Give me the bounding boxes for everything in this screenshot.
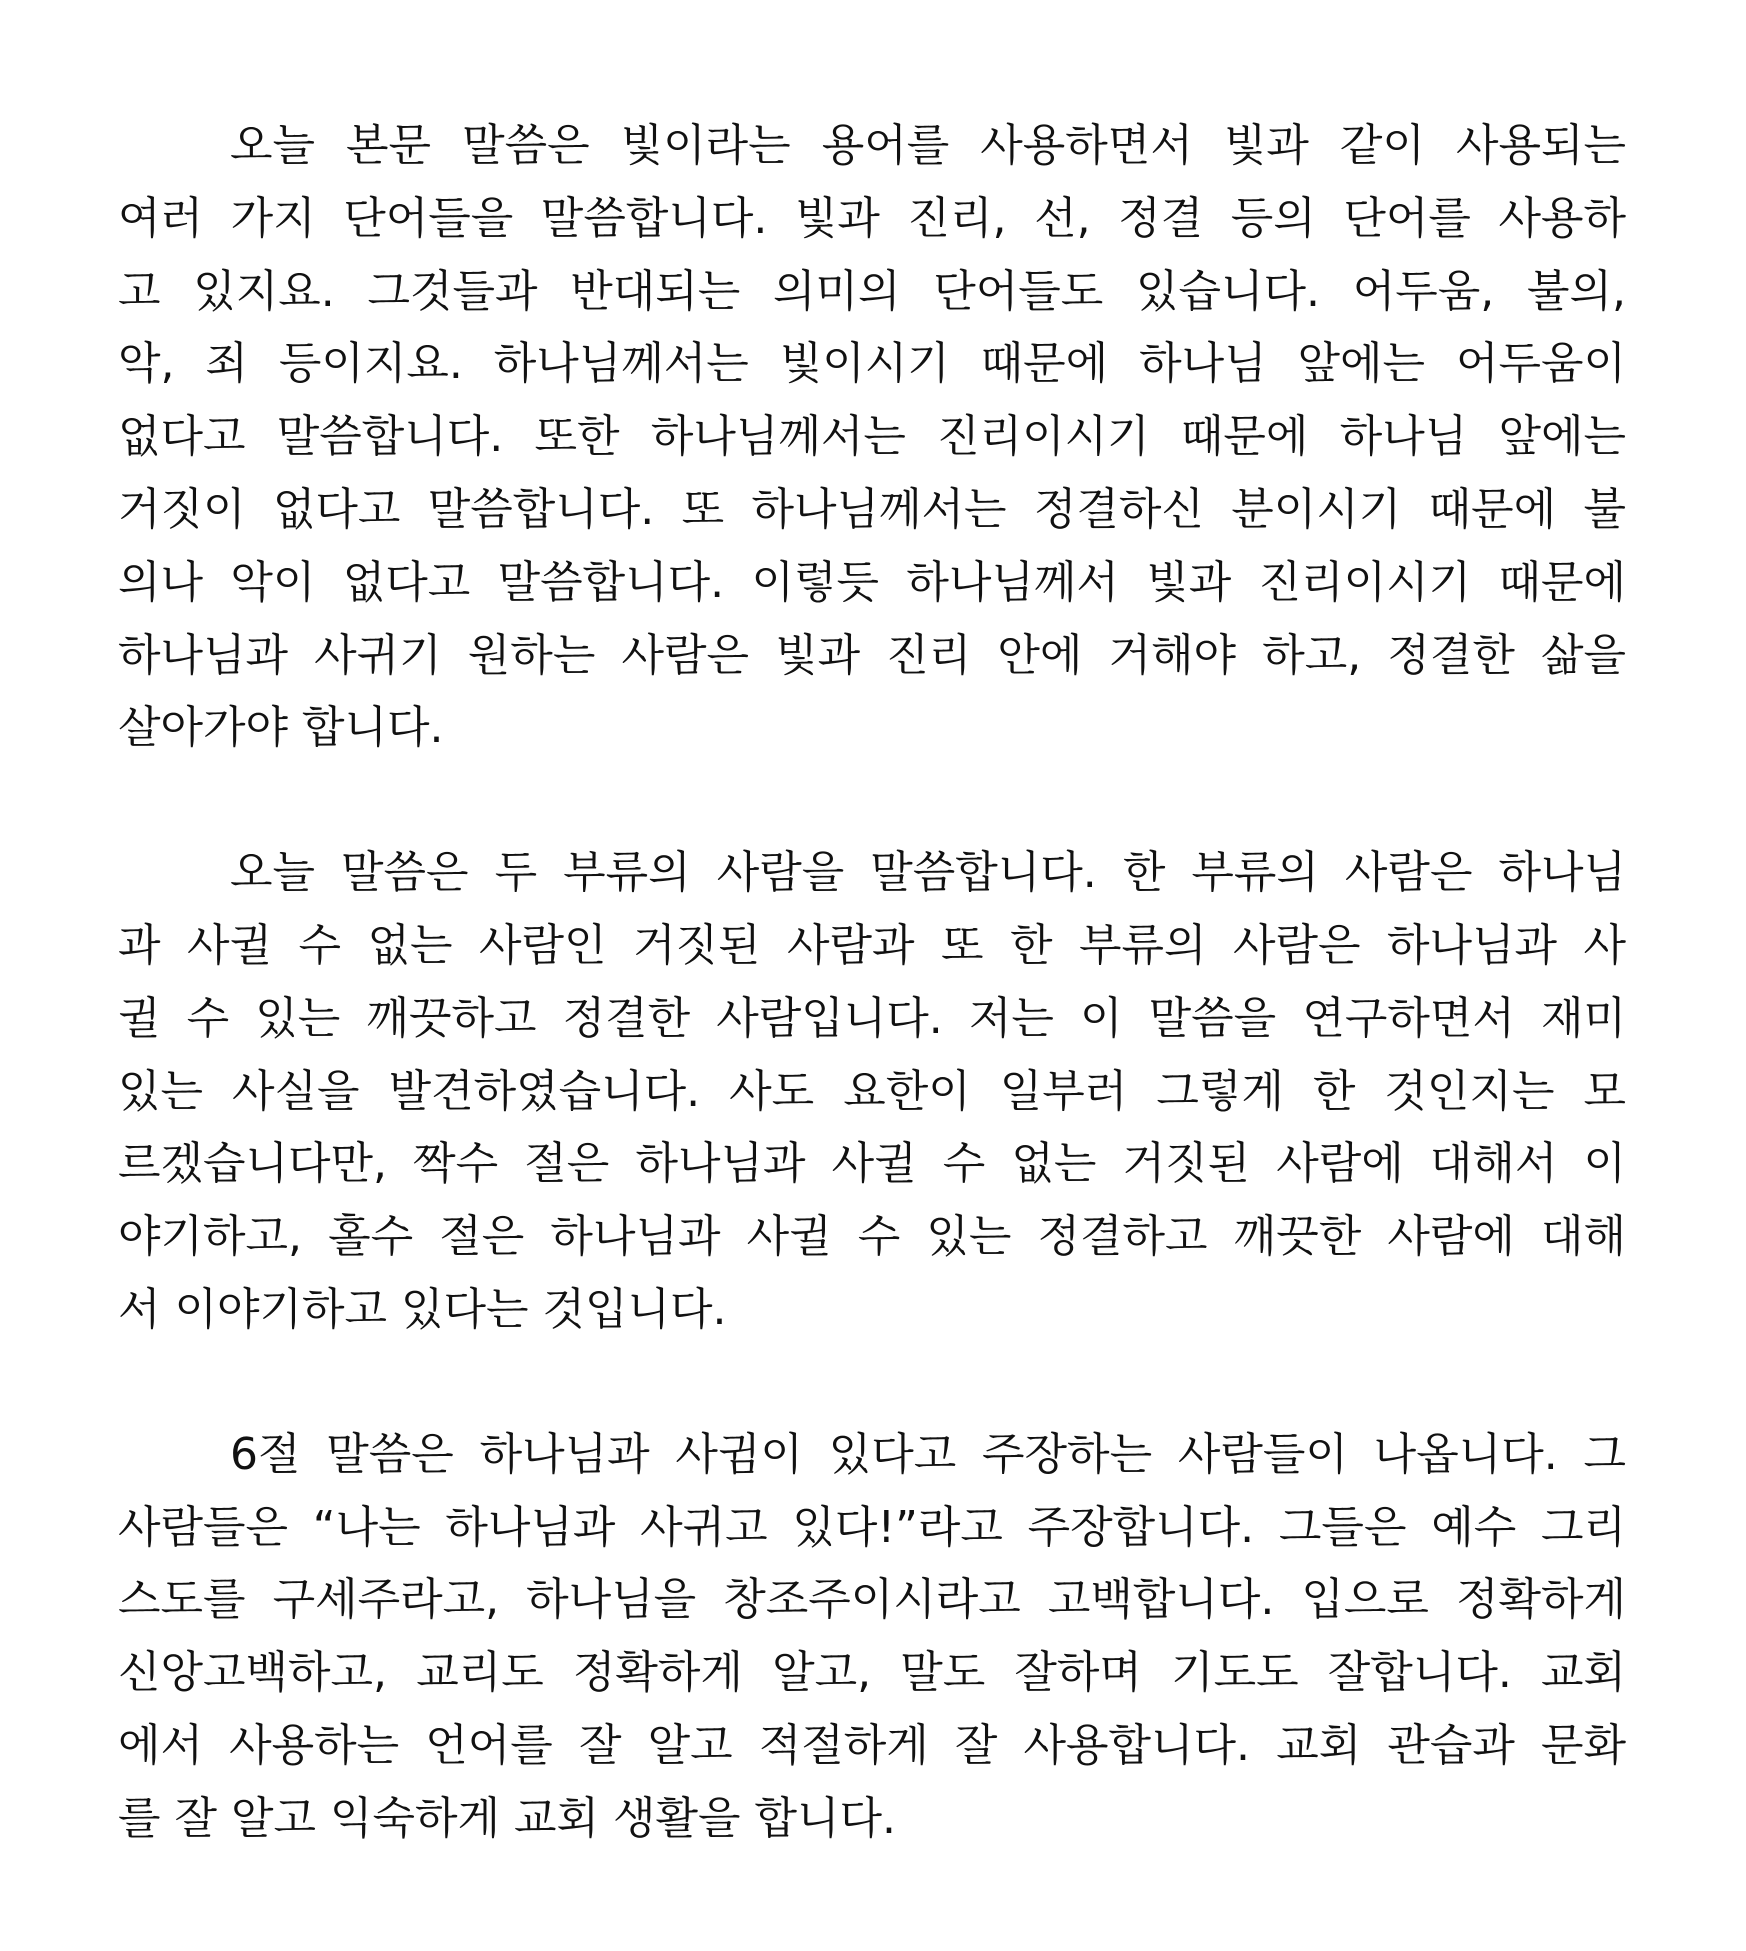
document-body (118, 110, 1626, 1928)
text-line: 의나 악이 없다고 말씀합니다. 이렇듯 하나님께서 빛과 진리이시기 때문에 (118, 556, 1626, 608)
text-line: 하나님과 사귀기 원하는 사람은 빛과 진리 안에 거해야 하고, 정결한 삶을 (118, 629, 1626, 681)
text-line: 6절 말씀은 하나님과 사귐이 있다고 주장하는 사람들이 나옵니다. 그 (230, 1428, 1626, 1480)
text-line: 스도를 구세주라고, 하나님을 창조주이시라고 고백합니다. 입으로 정확하게 (118, 1574, 1626, 1626)
text-line: 살아가야 합니다. (118, 702, 444, 754)
text-line: 있는 사실을 발견하였습니다. 사도 요한이 일부러 그렇게 한 것인지는 모 (118, 1065, 1626, 1117)
text-line: 귈 수 있는 깨끗하고 정결한 사람입니다. 저는 이 말씀을 연구하면서 재미 (118, 992, 1626, 1044)
paragraph-3 (118, 1419, 1626, 1856)
text-line: 오늘 본문 말씀은 빛이라는 용어를 사용하면서 빛과 같이 사용되는 (230, 120, 1626, 171)
text-line: 사람들은 “나는 하나님과 사귀고 있다!”라고 주장합니다. 그들은 예수 그리 (118, 1501, 1626, 1553)
text-line: 서 이야기하고 있다는 것입니다. (118, 1283, 727, 1335)
text-line: 없다고 말씀합니다. 또한 하나님께서는 진리이시기 때문에 하나님 앞에는 (118, 411, 1626, 463)
text-line: 신앙고백하고, 교리도 정확하게 알고, 말도 잘하며 기도도 잘합니다. 교회 (118, 1647, 1626, 1699)
text-line: 거짓이 없다고 말씀합니다. 또 하나님께서는 정결하신 분이시기 때문에 불 (118, 483, 1626, 535)
text-line: 고 있지요. 그것들과 반대되는 의미의 단어들도 있습니다. 어두움, 불의, (118, 265, 1626, 317)
text-line: 과 사귈 수 없는 사람인 거짓된 사람과 또 한 부류의 사람은 하나님과 사 (118, 919, 1626, 971)
text-line: 야기하고, 홀수 절은 하나님과 사귈 수 있는 정결하고 깨끗한 사람에 대해 (118, 1211, 1626, 1263)
paragraph-2 (118, 837, 1626, 1347)
text-line: 를 잘 알고 익숙하게 교회 생활을 합니다. (118, 1792, 896, 1844)
text-line: 여러 가지 단어들을 말씀합니다. 빛과 진리, 선, 정결 등의 단어를 사용하 (118, 192, 1626, 244)
text-line: 르겠습니다만, 짝수 절은 하나님과 사귈 수 없는 거짓된 사람에 대해서 이 (118, 1138, 1626, 1190)
text-line: 악, 죄 등이지요. 하나님께서는 빛이시기 때문에 하나님 앞에는 어두움이 (118, 338, 1626, 390)
paragraph-1 (118, 110, 1626, 765)
text-line: 오늘 말씀은 두 부류의 사람을 말씀합니다. 한 부류의 사람은 하나님 (230, 847, 1626, 899)
text-line: 에서 사용하는 언어를 잘 알고 적절하게 잘 사용합니다. 교회 관습과 문화 (118, 1719, 1626, 1771)
